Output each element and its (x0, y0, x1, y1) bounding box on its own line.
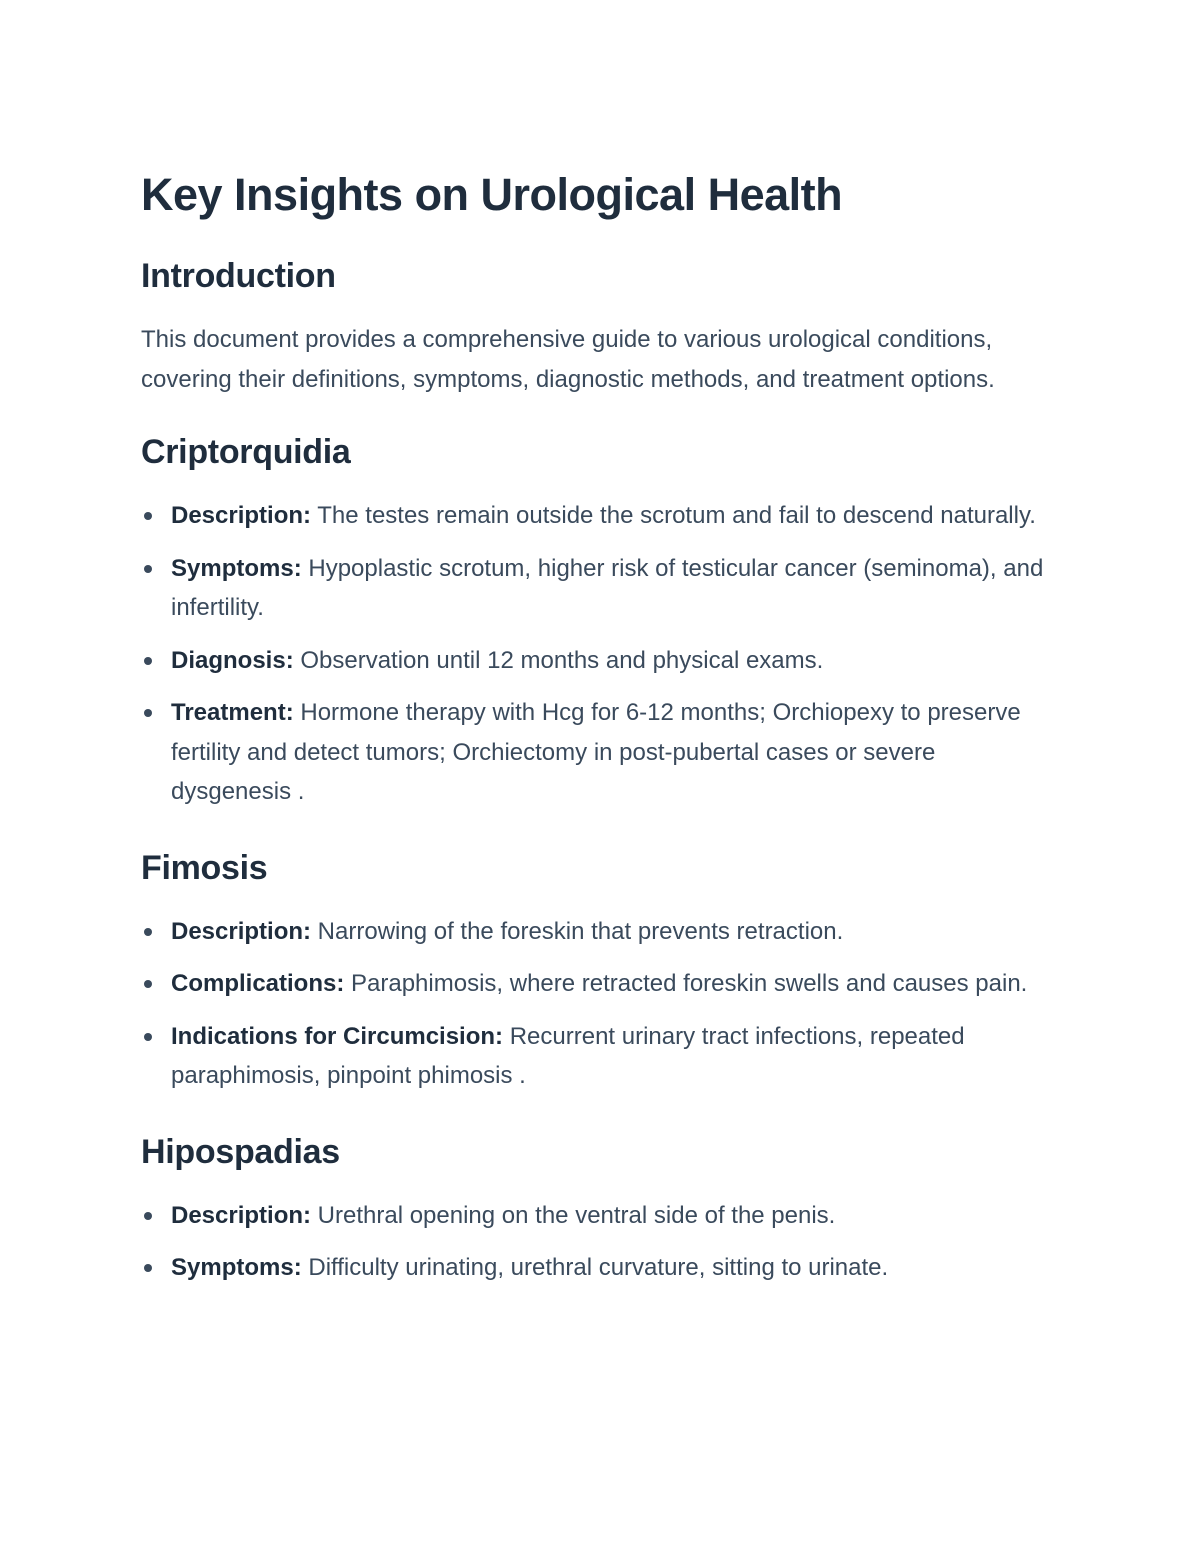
item-text: Paraphimosis, where retracted foreskin swells and causes pain. (344, 970, 1028, 997)
list-item (141, 641, 1061, 681)
document-title: Key Insights on Urological Health (141, 169, 843, 220)
item-text: Urethral opening on the ventral side of the penis. (311, 1201, 836, 1229)
item-text: Difficulty urinating, urethral curvature, sitting to urinate. (301, 1254, 889, 1281)
list-item (141, 1248, 1061, 1288)
list-item (141, 1196, 1061, 1236)
item-text: Narrowing of the foreskin that prevents retraction. (311, 917, 844, 945)
item-label: Symptoms: (171, 554, 302, 582)
list-item (141, 496, 1061, 536)
item-label: Description: (171, 502, 312, 529)
item-label: Indications for Circumcision: (171, 1022, 504, 1050)
list-item (141, 693, 1061, 812)
fimosis-heading: Fimosis (141, 848, 268, 887)
item-label: Symptoms: (171, 1254, 302, 1281)
item-text: Observation until 12 months and physical exams. (293, 646, 824, 674)
criptorquidia-list (141, 496, 1061, 812)
document-page (141, 166, 1061, 1288)
item-label: Complications: (171, 970, 345, 997)
fimosis-list (141, 912, 1061, 1096)
item-text: Hypoplastic scrotum, higher risk of testicular cancer (seminoma), and infertility. (171, 554, 1044, 621)
hipospadias-list (141, 1196, 1061, 1288)
list-item (141, 549, 1061, 628)
list-item (141, 912, 1061, 952)
hipospadias-heading: Hipospadias (141, 1132, 340, 1171)
item-text: Recurrent urinary tract infections, repeated paraphimosis, pinpoint phimosis . (171, 1022, 965, 1089)
criptorquidia-heading: Criptorquidia (141, 433, 351, 471)
item-label: Diagnosis: (171, 646, 294, 674)
list-item (141, 1017, 1061, 1096)
introduction-heading: Introduction (141, 257, 336, 295)
item-text: Hormone therapy with Hcg for 6-12 months; Orchiopexy to preserve fertility and detect tumors; Orchiectomy in post-pubertal cases or severe dysgenesis . (171, 699, 1021, 805)
item-label: Treatment: (171, 699, 294, 726)
item-label: Description: (171, 917, 312, 945)
list-item (141, 964, 1061, 1004)
item-text: The testes remain outside the scrotum and fail to descend naturally. (311, 502, 1036, 529)
item-label: Description: (171, 1201, 312, 1229)
introduction-text: This document provides a comprehensive guide to various urological conditions, covering their definitions, symptoms, diagnostic methods, and treatment options. (141, 326, 995, 393)
